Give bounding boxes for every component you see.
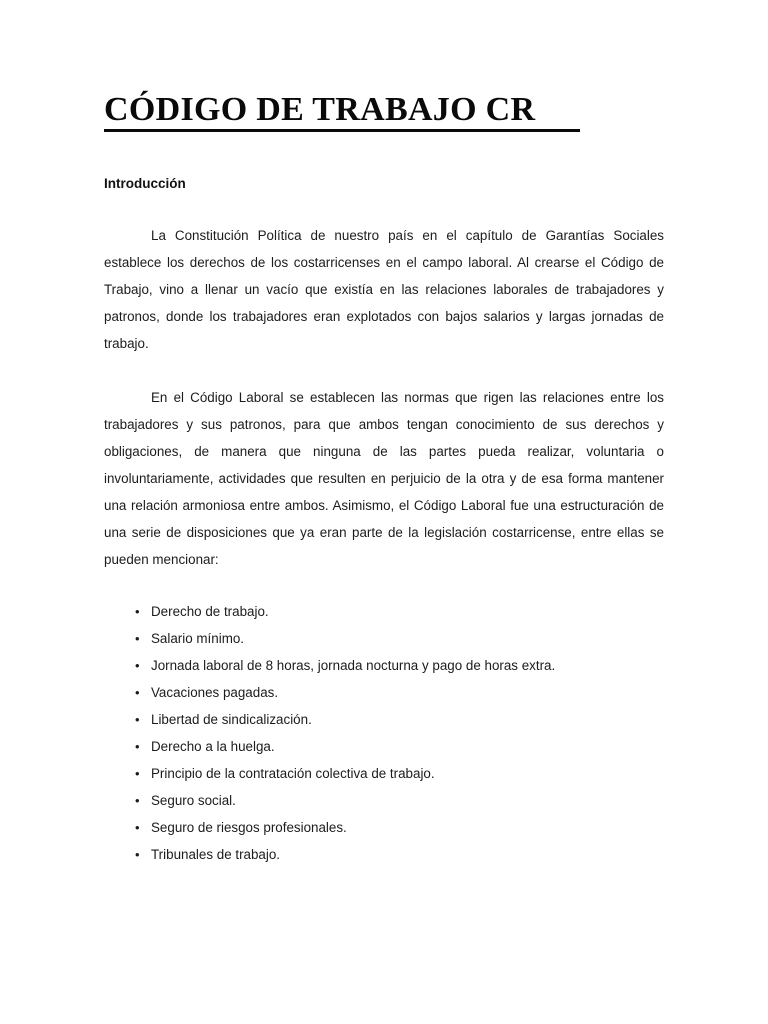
bullet-icon: • [135,604,140,619]
list-item [104,598,664,625]
list-item [104,733,664,760]
bullet-icon: • [135,685,140,700]
list-item-label: Derecho de trabajo. [151,604,269,619]
rights-bullet-list [104,598,664,868]
list-item [104,787,664,814]
list-item [104,625,664,652]
bullet-icon: • [135,631,140,646]
title-underline-rule [104,129,580,132]
list-item-label: Tribunales de trabajo. [151,847,281,862]
bullet-icon: • [135,847,140,862]
list-item-label: Salario mínimo. [151,631,245,646]
paragraph-1: La Constitución Política de nuestro país en el capítulo de Garantías Sociales establece los derechos de los costarricenses en el campo laboral. Al crearse el Código de Trabajo, vino a llenar un vacío que existía en las relaciones laborales de trabajadores y patronos, donde los trabajadores eran explotados con bajos salarios y largas jornadas de trabajo. [104,228,664,351]
list-item [104,652,664,679]
list-item [104,841,664,868]
body-paragraphs [104,222,664,573]
list-item-label: Vacaciones pagadas. [151,685,279,700]
list-item [104,760,664,787]
list-item-label: Libertad de sindicalización. [151,712,312,727]
list-item [104,679,664,706]
list-item-label: Seguro social. [151,793,236,808]
section-heading-introduccion: Introducción [104,176,186,191]
bullet-icon: • [135,658,140,673]
list-item-label: Principio de la contratación colectiva de trabajo. [151,766,435,781]
page-title: CÓDIGO DE TRABAJO CR [104,91,536,128]
bullet-icon: • [135,739,140,754]
bullet-icon: • [135,712,140,727]
paragraph-2: En el Código Laboral se establecen las normas que rigen las relaciones entre los trabajadores y sus patronos, para que ambos tengan conocimiento de sus derechos y obligaciones, de manera que ninguna de las partes pueda realizar, voluntaria o involuntariamente, actividades que resulten en perjuicio de la otra y de esa forma mantener una relación armoniosa entre ambos. Asimismo, el Código Laboral fue una estructuración de una serie de disposiciones que ya eran parte de la legislación costarricense, entre ellas se pueden mencionar: [104,390,664,567]
bullet-icon: • [135,820,140,835]
list-item-label: Jornada laboral de 8 horas, jornada nocturna y pago de horas extra. [151,658,556,673]
bullet-icon: • [135,793,140,808]
list-item-label: Seguro de riesgos profesionales. [151,820,347,835]
list-item [104,706,664,733]
list-item [104,814,664,841]
list-item-label: Derecho a la huelga. [151,739,275,754]
bullet-icon: • [135,766,140,781]
